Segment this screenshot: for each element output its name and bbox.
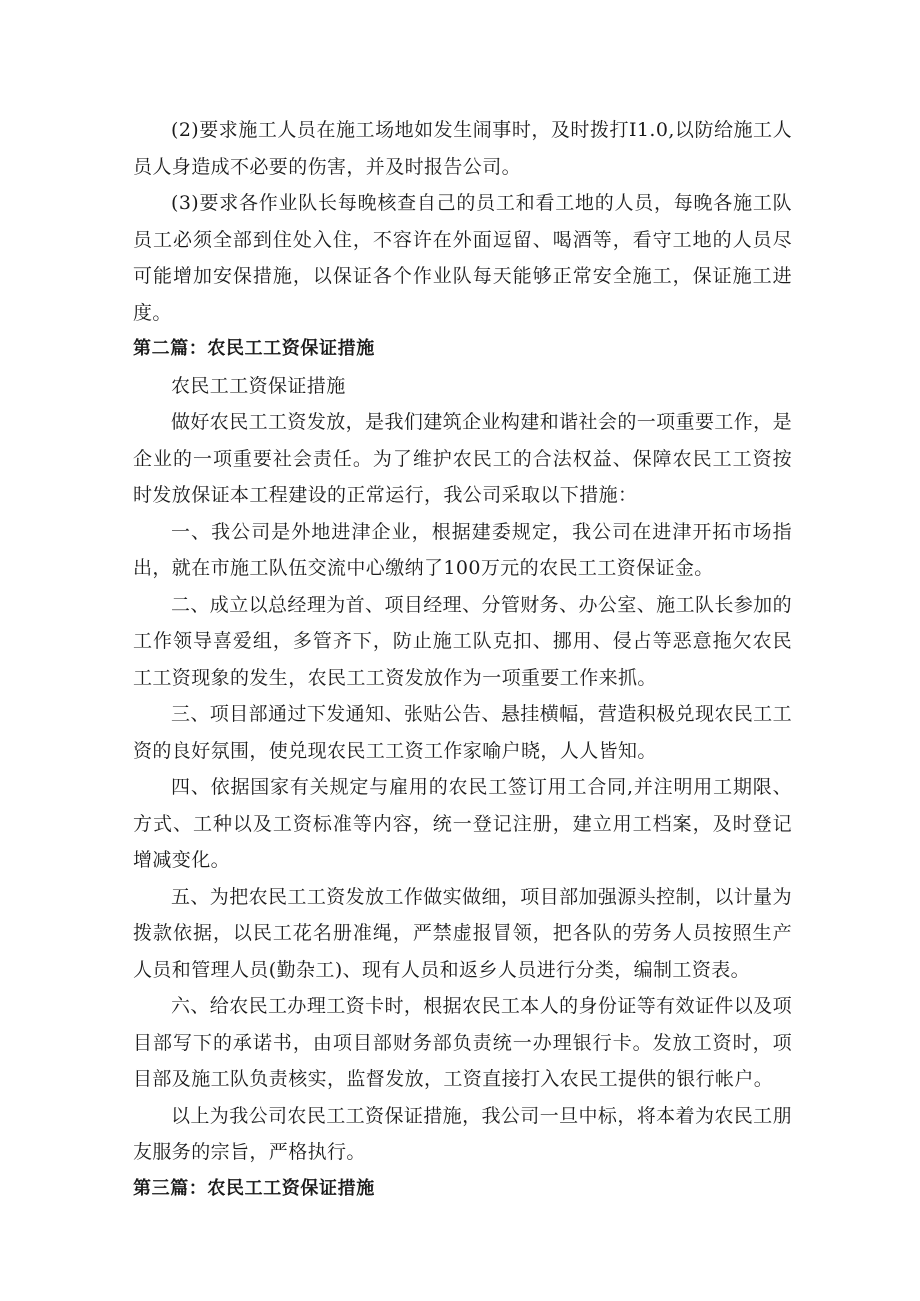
paragraph-measure-2: 二、成立以总经理为首、项目经理、分管财务、办公室、施工队长参加的工作领导喜爱组，多管齐下，防止施工队克扣、挪用、侵占等恶意拖欠农民工工资现象的发生，农民工工资发放作为一项重要工作来抓。 (133, 593, 792, 689)
subtitle-wage-measures: 农民工工资保证措施 (171, 374, 346, 397)
paragraph-intro: 做好农民工工资发放，是我们建筑企业构建和谐社会的一项重要工作，是企业的一项重要社会责任。为了维护农民工的合法权益、保障农民工工资按时发放保证本工程建设的正常运行，我公司采取以下措施： (133, 411, 792, 506)
paragraph-item-2-prevent-disturbance: (2)要求施工人员在施工场地如发生闹事时，及时拨打I1.0,以防给施工人员人身造成不必要的伤害，并及时报告公司。 (133, 119, 792, 178)
paragraph-measure-6: 六、给农民工办理工资卡时，根据农民工本人的身份证等有效证件以及项目部写下的承诺书，由项目部财务部负责统一办理银行卡。发放工资时，项目部及施工队负责核实，监督发放，工资直接打入农民工提供的银行帐户。 (133, 995, 792, 1090)
paragraph-measure-3: 三、项目部通过下发通知、张贴公告、悬挂横幅，营造积极兑现农民工工资的良好氛围，使兑现农民工工资工作家喻户晓，人人皆知。 (133, 703, 792, 762)
paragraph-measure-5: 五、为把农民工工资发放工作做实做细，项目部加强源头控制，以计量为拨款依据，以民工花名册准绳，严禁虚报冒领，把各队的劳务人员按照生产人员和管理人员(勤杂工)、现有人员和返乡人员进行分类，编制工资表。 (133, 885, 792, 981)
paragraph-measure-4: 四、依据国家有关规定与雇用的农民工签订用工合同,并注明用工期限、方式、工种以及工资标准等内容，统一登记注册，建立用工档案，及时登记增减变化。 (133, 776, 792, 871)
paragraph-item-3-team-leader-check: (3)要求各作业队长每晚核查自己的员工和看工地的人员，每晚各施工队员工必须全部到住处入住，不容许在外面逗留、喝酒等，看守工地的人员尽可能增加安保措施，以保证各个作业队每天能够正常安全施工，保证施工进度。 (133, 192, 792, 324)
section-heading-part-two: 第二篇：农民工工资保证措施 (133, 338, 375, 359)
paragraph-measure-1: 一、我公司是外地进津企业，根据建委规定，我公司在进津开拓市场指出，就在市施工队伍交流中心缴纳了100万元的农民工工资保证金。 (133, 520, 792, 579)
section-heading-part-three: 第三篇：农民工工资保证措施 (133, 1177, 375, 1199)
paragraph-closing: 以上为我公司农民工工资保证措施，我公司一旦中标，将本着为农民工朋友服务的宗旨，严格执行。 (133, 1104, 792, 1163)
